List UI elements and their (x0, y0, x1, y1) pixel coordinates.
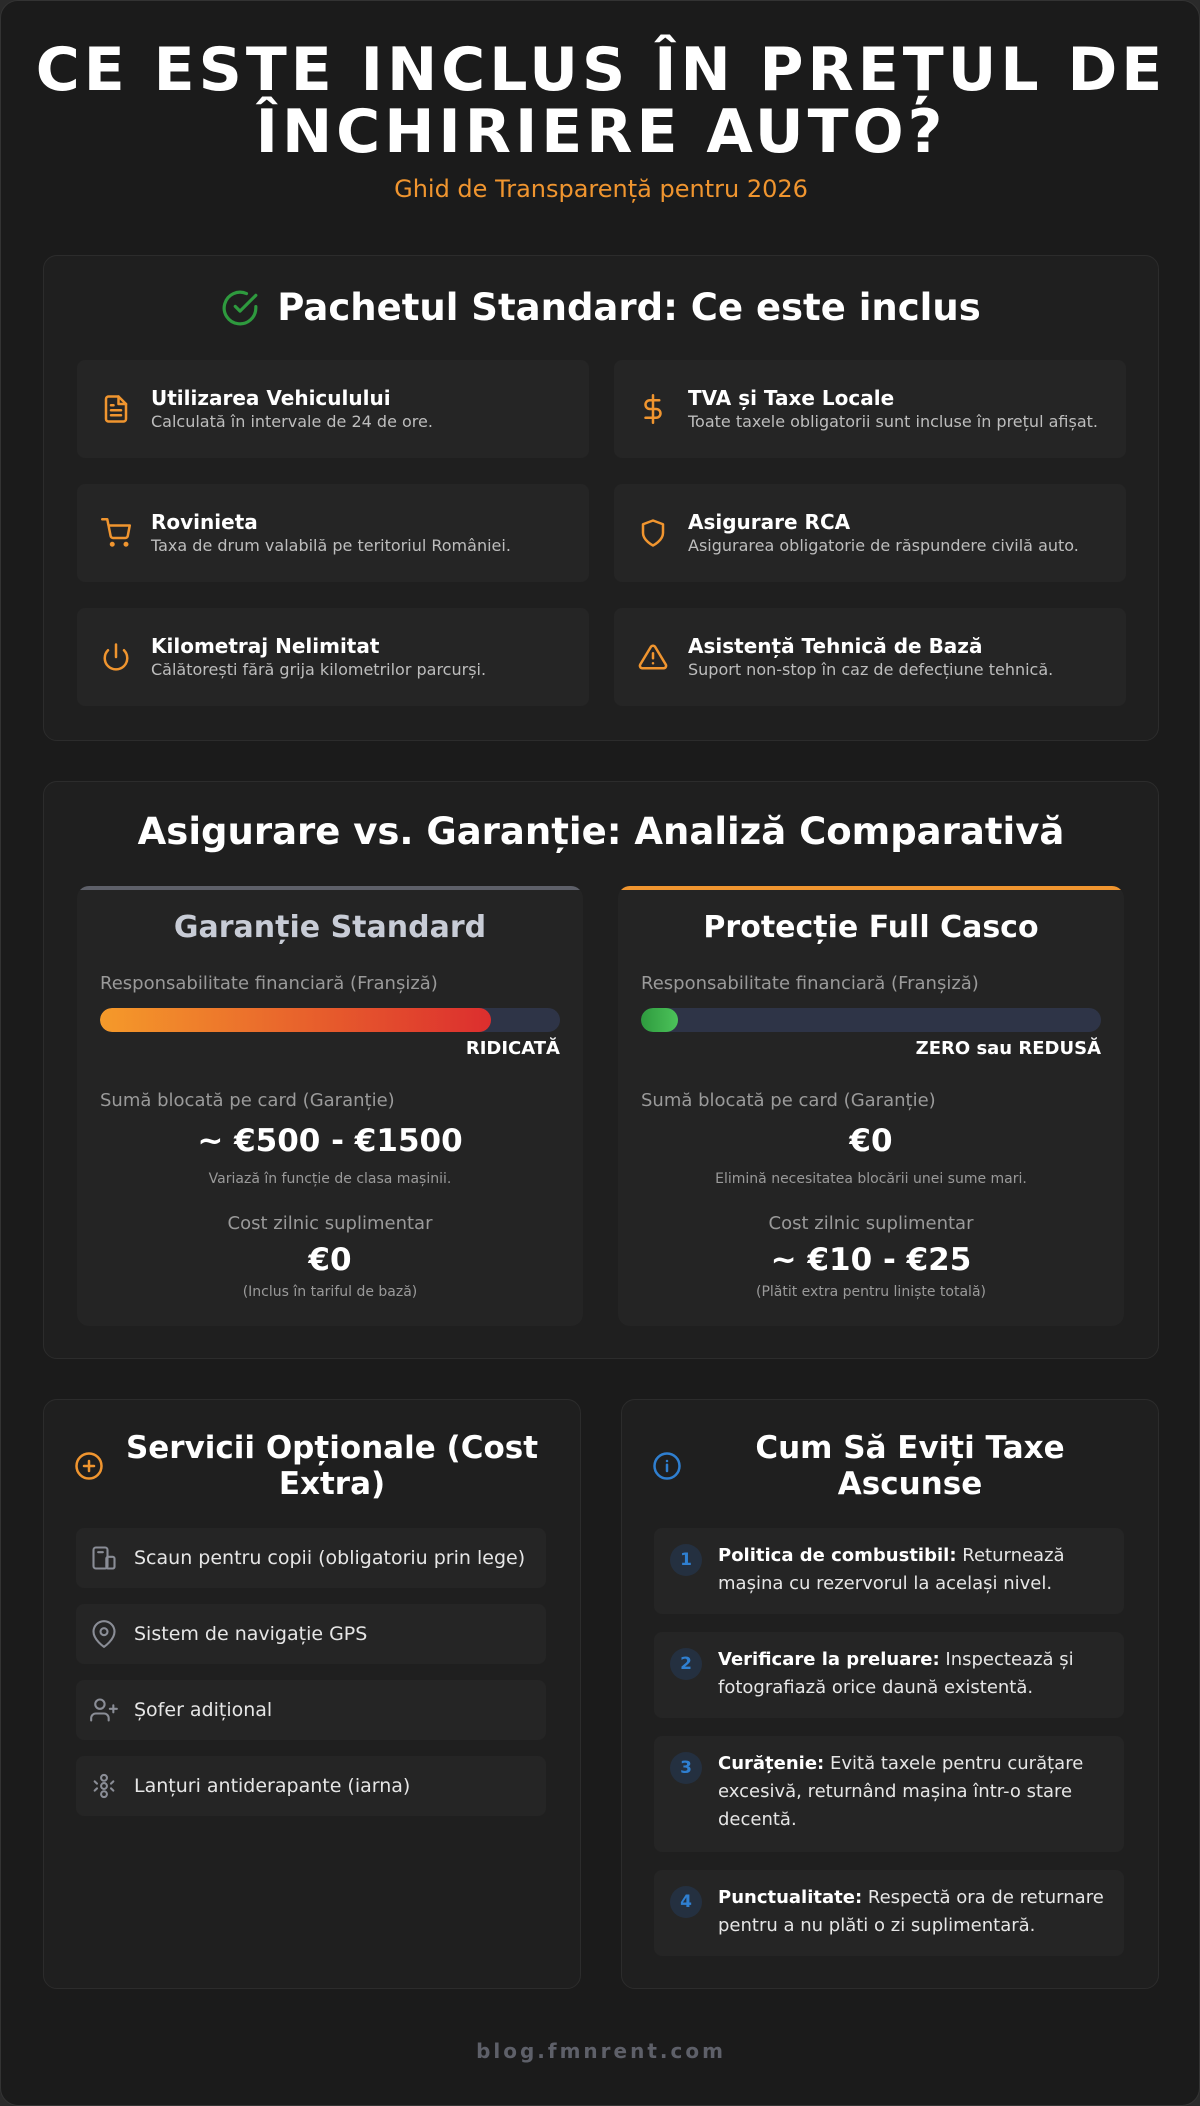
optional-item (76, 1604, 546, 1664)
cost-label: Cost zilnic suplimentar (227, 1213, 433, 1234)
included-item-desc: Suport non-stop în caz de defecțiune tehnică. (688, 660, 1054, 679)
tip-title: Politica de combustibil: (718, 1545, 957, 1566)
card-accent-line (77, 886, 583, 890)
included-item-title: Utilizarea Vehiculului (151, 386, 391, 410)
tip-body: Respectă ora de returnare pentru a nu plăti o zi suplimentară. (718, 1887, 1104, 1936)
cost-label: Cost zilnic suplimentar (768, 1213, 974, 1234)
tip-body: Returnează mașina cu rezervorul la același nivel. (718, 1545, 1065, 1594)
tip-body: Inspectează și fotografiază orice daună existentă. (718, 1649, 1074, 1698)
optional-item (76, 1680, 546, 1740)
map-pin-icon (90, 1620, 118, 1648)
tip-number: 4 (670, 1886, 702, 1918)
included-item-desc: Taxa de drum valabilă pe teritoriul României. (151, 536, 511, 555)
tip-body: Evită taxele pentru curățare excesivă, returnând mașina într-o stare decentă. (718, 1753, 1084, 1830)
included-panel (43, 255, 1159, 741)
cost-note: (Plătit extra pentru liniște totală) (755, 1284, 986, 1300)
page-title (1, 35, 1200, 167)
optional-panel (43, 1399, 581, 1989)
included-item-desc: Asigurarea obligatorie de răspundere civilă auto. (688, 536, 1079, 555)
optional-item-label: Șofer adițional (134, 1699, 273, 1721)
card-title: Protecție Full Casco (703, 910, 1039, 945)
responsibility-bar (641, 1008, 1101, 1032)
document-icon (101, 394, 131, 424)
page-subtitle: Ghid de Transparență pentru 2026 (394, 175, 808, 203)
responsibility-tag: ZERO sau REDUSĂ (915, 1038, 1101, 1059)
included-item-title: Asistență Tehnică de Bază (688, 634, 983, 658)
tip-title: Verificare la preluare: (718, 1649, 940, 1670)
deposit-label: Sumă blocată pe card (Garanție) (100, 1090, 395, 1111)
optional-item (76, 1756, 546, 1816)
comparison-card-standard (77, 886, 583, 1326)
tips-heading-row (652, 1430, 1138, 1502)
responsibility-tag: RIDICATĂ (465, 1038, 560, 1059)
tip-item (654, 1528, 1124, 1614)
optional-item-label: Scaun pentru copii (obligatoriu prin lege) (134, 1547, 526, 1569)
tips-panel (621, 1399, 1159, 1989)
info-circle-icon (652, 1451, 682, 1481)
tip-title: Curățenie: (718, 1753, 825, 1774)
included-item (614, 484, 1126, 582)
page-title-line2: ÎNCHIRIERE AUTO? (255, 97, 947, 167)
tip-item (654, 1736, 1124, 1852)
included-item (614, 360, 1126, 458)
tip-title: Punctualitate: (718, 1887, 863, 1908)
comparison-card-full-casco (618, 886, 1124, 1326)
card-accent-line (618, 886, 1124, 890)
responsibility-label: Responsabilitate financiară (Franșiză) (100, 973, 438, 994)
deposit-label: Sumă blocată pe card (Garanție) (641, 1090, 936, 1111)
shield-icon (638, 518, 668, 548)
included-item (77, 484, 589, 582)
plus-circle-icon (74, 1451, 104, 1481)
tip-text (718, 1750, 1110, 1834)
child-seat-icon (90, 1544, 118, 1572)
included-item-desc: Calculată în intervale de 24 de ore. (151, 412, 433, 431)
chain-icon (90, 1772, 118, 1800)
responsibility-bar (100, 1008, 560, 1032)
responsibility-bar-fill (100, 1008, 491, 1032)
deposit-value: €0 (849, 1123, 893, 1159)
included-item-title: Kilometraj Nelimitat (151, 634, 380, 658)
included-item-title: TVA și Taxe Locale (688, 386, 895, 410)
included-item-desc: Toate taxele obligatorii sunt incluse în prețul afișat. (688, 412, 1098, 431)
responsibility-bar-fill (641, 1008, 678, 1032)
cost-value: ~ €10 - €25 (770, 1242, 972, 1278)
included-item-title: Asigurare RCA (688, 510, 851, 534)
tip-item (654, 1632, 1124, 1718)
page-title-line1: CE ESTE INCLUS ÎN PREȚUL DE (35, 35, 1167, 105)
included-item-desc: Călătorești fără grija kilometrilor parcurși. (151, 660, 487, 679)
deposit-value: ~ €500 - €1500 (197, 1123, 463, 1159)
tip-item (654, 1870, 1124, 1956)
tips-heading: Cum Să Eviți Taxe Ascunse (755, 1430, 1065, 1502)
cost-value: €0 (308, 1242, 352, 1278)
optional-item-label: Sistem de navigație GPS (134, 1623, 368, 1645)
tip-number: 1 (670, 1544, 702, 1576)
deposit-note: Variază în funcție de clasa mașinii. (208, 1171, 452, 1187)
included-item (77, 608, 589, 706)
tip-number: 3 (670, 1752, 702, 1784)
optional-item (76, 1528, 546, 1588)
optional-heading-row (74, 1430, 560, 1502)
deposit-note: Elimină necesitatea blocării unei sume mari. (715, 1171, 1027, 1187)
cost-note: (Inclus în tariful de bază) (242, 1284, 418, 1300)
dollar-icon (638, 394, 668, 424)
included-item-title: Rovinieta (151, 510, 258, 534)
warning-icon (638, 642, 668, 672)
tip-text (718, 1884, 1110, 1940)
included-heading: Pachetul Standard: Ce este inclus (277, 286, 981, 329)
tip-number: 2 (670, 1648, 702, 1680)
footer-site-link[interactable]: blog.fmnrent.com (476, 2039, 726, 2063)
check-circle-icon (221, 289, 259, 327)
comparison-panel (43, 781, 1159, 1359)
tip-text (718, 1646, 1110, 1702)
optional-item-label: Lanțuri antiderapante (iarna) (134, 1775, 411, 1797)
power-icon (101, 642, 131, 672)
responsibility-label: Responsabilitate financiară (Franșiză) (641, 973, 979, 994)
optional-heading: Servicii Opționale (Cost Extra) (125, 1430, 539, 1502)
cart-icon (101, 518, 131, 548)
user-plus-icon (90, 1696, 118, 1724)
included-item (77, 360, 589, 458)
tip-text (718, 1542, 1110, 1598)
included-heading-row (44, 286, 1158, 329)
included-item (614, 608, 1126, 706)
comparison-heading: Asigurare vs. Garanție: Analiză Comparativă (137, 810, 1065, 853)
card-title: Garanție Standard (173, 910, 487, 945)
